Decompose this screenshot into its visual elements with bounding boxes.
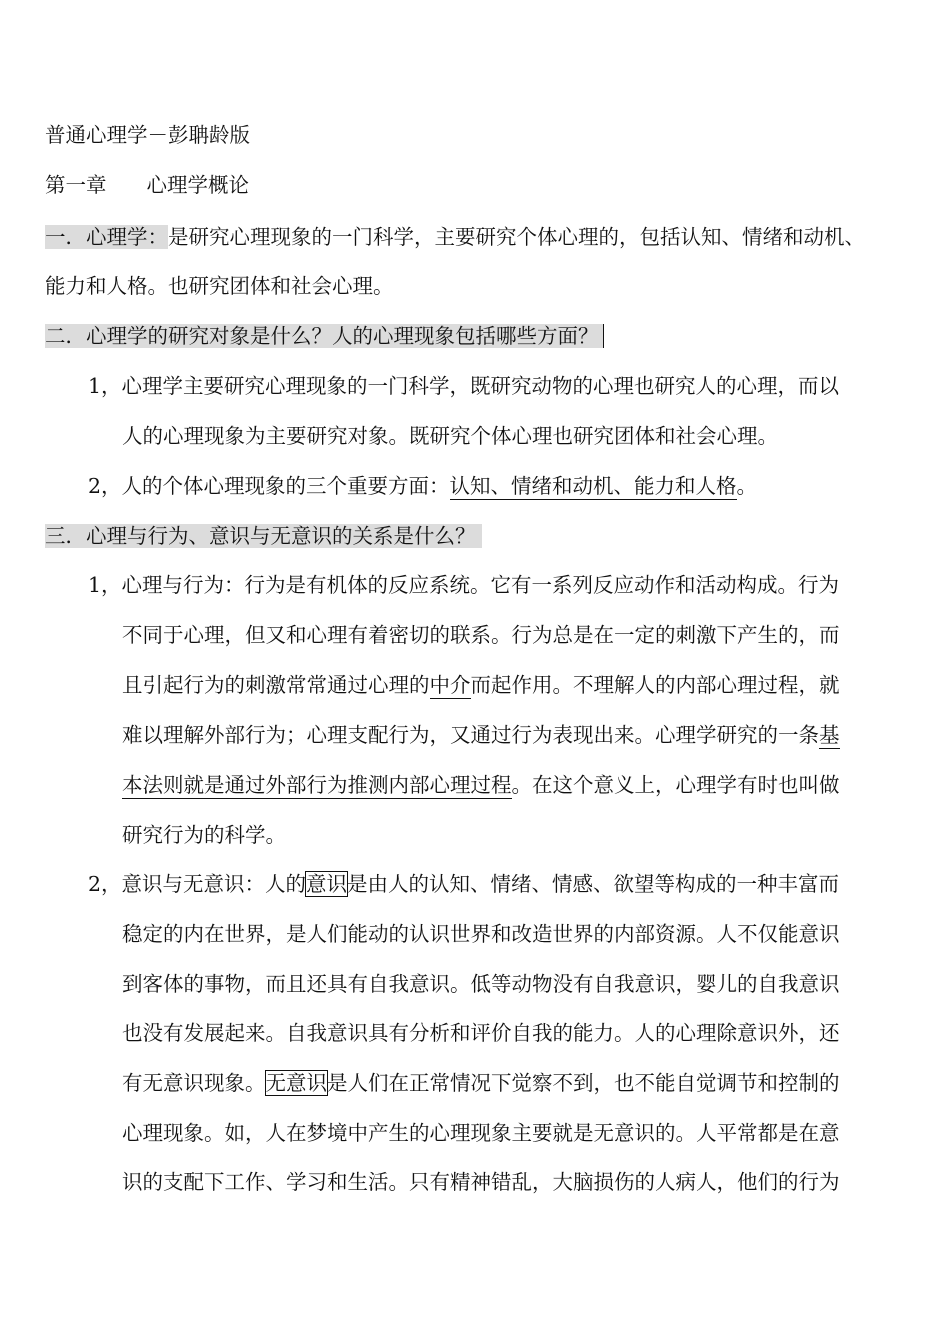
section-1-text-1: 是研究心理现象的一门科学，主要研究个体心理的，包括认知、情绪和动机、 xyxy=(168,225,865,249)
text-segment: 。在这个意义上，心理学有时也叫做 xyxy=(511,773,840,797)
text-segment: 且引起行为的刺激常常通过心理的 xyxy=(122,673,430,697)
section-3-point-1-line-2: 不同于心理，但又和心理有着密切的联系。行为总是在一定的刺激下产生的，而 xyxy=(122,623,840,647)
text-segment: 难以理解外部行为；心理支配行为，又通过行为表现出来。心理学研究的一条 xyxy=(122,723,819,747)
underlined-basic-law: 本法则就是通过外部行为推测内部心理过程 xyxy=(122,773,512,797)
chapter-title: 心理学概论 xyxy=(146,173,249,197)
boxed-term-unconsciousness: 无意识 xyxy=(265,1071,327,1095)
section-3-point-1-line-3 xyxy=(122,670,840,700)
section-3-point-1-line-1: 1，心理与行为：行为是有机体的反应系统。它有一系列反应动作和活动构成。行为 xyxy=(88,573,840,597)
section-2-point-2-text: 2，人的个体心理现象的三个重要方面： xyxy=(88,474,450,498)
section-3-point-2-line-3: 到客体的事物，而且还具有自我意识。低等动物没有自我意识，婴儿的自我意识 xyxy=(122,972,840,996)
section-3-point-2-line-6: 心理现象。如，人在梦境中产生的心理现象主要就是无意识的。人平常都是在意 xyxy=(122,1121,840,1145)
chapter-number: 第一章 xyxy=(45,173,107,197)
section-1-line-1 xyxy=(45,222,865,252)
section-3-heading xyxy=(45,521,482,551)
section-2-heading-text: 二．心理学的研究对象是什么？人的心理现象包括哪些方面？ xyxy=(45,324,604,348)
chapter-heading xyxy=(45,170,249,200)
section-3-point-2-line-2: 稳定的内在世界，是人们能动的认识世界和改造世界的内部资源。人不仅能意识 xyxy=(122,922,840,946)
text-segment: 是人们在正常情况下觉察不到，也不能自觉调节和控制的 xyxy=(327,1071,840,1095)
section-3-point-2-line-7: 识的支配下工作、学习和生活。只有精神错乱，大脑损伤的人病人，他们的行为 xyxy=(122,1170,840,1194)
boxed-term-consciousness: 意识 xyxy=(306,872,348,896)
section-2-point-1-line-2: 人的心理现象为主要研究对象。既研究个体心理也研究团体和社会心理。 xyxy=(122,424,778,448)
period: 。 xyxy=(736,474,758,498)
section-3-point-2-line-1 xyxy=(88,869,839,899)
document-title: 普通心理学－彭聃龄版 xyxy=(45,123,250,147)
section-2-point-1-line-1: 1，心理学主要研究心理现象的一门科学，既研究动物的心理也研究人的心理，而以 xyxy=(88,374,840,398)
section-3-heading-text: 三．心理与行为、意识与无意识的关系是什么？ xyxy=(45,524,482,548)
section-3-point-1-line-5 xyxy=(122,770,840,800)
underlined-basic-law-start: 基 xyxy=(819,723,840,747)
text-segment: 是由人的认知、情绪、情感、欲望等构成的一种丰富而 xyxy=(347,872,840,896)
text-segment: 2，意识与无意识：人的 xyxy=(88,872,307,896)
text-segment: 有无意识现象。 xyxy=(122,1071,266,1095)
section-1-line-2: 能力和人格。也研究团体和社会心理。 xyxy=(45,274,394,298)
underlined-mediation: 中介 xyxy=(429,673,471,697)
section-3-point-2-line-4: 也没有发展起来。自我意识具有分析和评价自我的能力。人的心理除意识外，还 xyxy=(122,1021,840,1045)
section-2-heading xyxy=(45,321,604,351)
underlined-three-aspects: 认知、情绪和动机、能力和人格 xyxy=(449,474,737,498)
section-3-point-1-line-6: 研究行为的科学。 xyxy=(122,823,286,847)
section-3-point-2-line-5 xyxy=(122,1068,840,1098)
section-3-point-1-line-4 xyxy=(122,720,840,750)
section-2-point-2 xyxy=(88,471,757,501)
text-segment: 而起作用。不理解人的内部心理过程，就 xyxy=(470,673,840,697)
section-1-label: 一．心理学： xyxy=(45,225,168,249)
